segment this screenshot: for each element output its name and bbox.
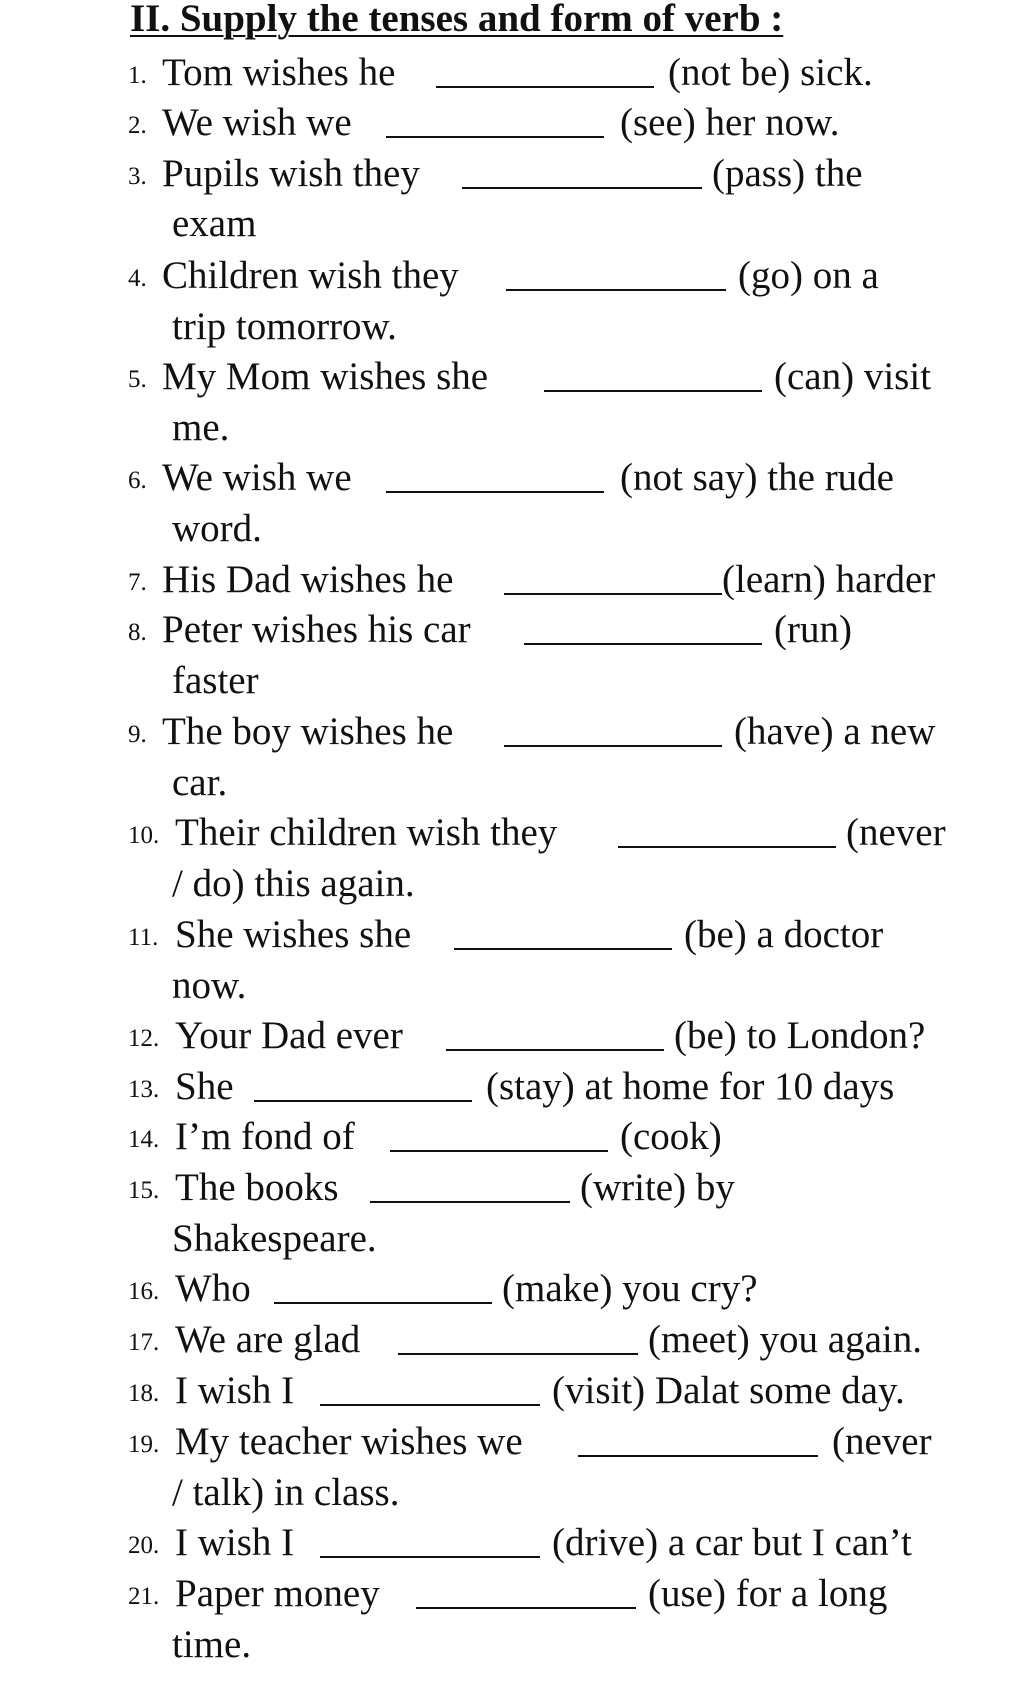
item-number: 13. (128, 1076, 160, 1103)
item-text-before: I’m fond of (175, 1115, 355, 1158)
item-text-before: Pupils wish they (162, 152, 420, 195)
item-number: 19. (128, 1431, 160, 1458)
item-verb-hint: (cook) (620, 1115, 722, 1158)
exercise-item (0, 1163, 1024, 1213)
exercise-item (0, 98, 1024, 148)
item-text-before: His Dad wishes he (162, 558, 454, 601)
item-text-continuation: / do) this again. (172, 862, 415, 905)
answer-blank[interactable] (386, 491, 604, 493)
item-verb-hint: (not say) the rude (620, 456, 894, 499)
exercise-item (0, 1569, 1024, 1619)
exercise-item (0, 1417, 1024, 1467)
answer-blank[interactable] (320, 1404, 540, 1406)
exercise-item (0, 1518, 1024, 1568)
answer-blank[interactable] (436, 86, 654, 88)
answer-blank[interactable] (618, 846, 836, 848)
item-text-continuation: Shakespeare. (172, 1217, 377, 1260)
item-verb-hint: (use) for a long (648, 1572, 888, 1615)
answer-blank[interactable] (504, 745, 722, 747)
answer-blank[interactable] (370, 1201, 570, 1203)
item-number: 11. (128, 924, 159, 951)
exercise-item (0, 453, 1024, 503)
item-verb-hint: (visit) Dalat some day. (552, 1369, 905, 1412)
item-text-before: She wishes she (175, 913, 412, 956)
item-number: 15. (128, 1177, 160, 1204)
item-number: 1. (128, 62, 147, 89)
item-text-before: We wish we (162, 456, 352, 499)
item-verb-hint: (be) a doctor (684, 913, 884, 956)
answer-blank[interactable] (254, 1100, 472, 1102)
item-text-before: My teacher wishes we (175, 1420, 523, 1463)
item-number: 8. (128, 619, 147, 646)
exercise-item (0, 1062, 1024, 1112)
item-continuation-line (0, 1468, 1024, 1518)
exercise-item (0, 910, 1024, 960)
exercise-item (0, 1315, 1024, 1365)
exercise-item (0, 1366, 1024, 1416)
item-text-before: We wish we (162, 101, 352, 144)
exercise-item (0, 1264, 1024, 1314)
item-continuation-line (0, 403, 1024, 453)
item-verb-hint: (go) on a (738, 254, 879, 297)
item-number: 21. (128, 1583, 160, 1610)
item-number: 3. (128, 163, 147, 190)
item-verb-hint: (never (846, 811, 946, 854)
item-text-before: Paper money (175, 1572, 380, 1615)
item-text-before: We are glad (175, 1318, 361, 1361)
item-verb-hint: (make) you cry? (502, 1267, 758, 1310)
item-number: 16. (128, 1278, 160, 1305)
item-number: 4. (128, 265, 147, 292)
item-verb-hint: (have) a new (734, 710, 936, 753)
item-text-before: My Mom wishes she (162, 355, 489, 398)
item-verb-hint: (be) to London? (674, 1014, 926, 1057)
item-number: 18. (128, 1380, 160, 1407)
exercise-item (0, 707, 1024, 757)
item-verb-hint: (run) (774, 608, 852, 651)
answer-blank[interactable] (446, 1049, 664, 1051)
item-verb-hint: (meet) you again. (648, 1318, 922, 1361)
item-text-continuation: me. (172, 406, 230, 449)
answer-blank[interactable] (454, 948, 672, 950)
item-text-continuation: car. (172, 761, 228, 804)
item-continuation-line (0, 961, 1024, 1011)
item-number: 14. (128, 1126, 160, 1153)
exercise-item (0, 1112, 1024, 1162)
answer-blank[interactable] (398, 1353, 638, 1355)
item-continuation-line (0, 199, 1024, 249)
item-number: 9. (128, 721, 147, 748)
item-text-before: I wish I (175, 1369, 295, 1412)
worksheet-title: II. Supply the tenses and form of verb : (130, 0, 784, 40)
item-text-before: Children wish they (162, 254, 459, 297)
item-verb-hint: (see) her now. (620, 101, 840, 144)
item-text-continuation: / talk) in class. (172, 1471, 400, 1514)
answer-blank[interactable] (506, 289, 726, 291)
answer-blank[interactable] (462, 187, 702, 189)
item-text-before: Tom wishes he (162, 51, 396, 94)
item-verb-hint: (stay) at home for 10 days (486, 1065, 895, 1108)
item-text-continuation: exam (172, 202, 257, 245)
item-text-before: The boy wishes he (162, 710, 454, 753)
item-verb-hint: (never (832, 1420, 932, 1463)
answer-blank[interactable] (578, 1455, 818, 1457)
item-continuation-line (0, 1620, 1024, 1670)
item-continuation-line (0, 758, 1024, 808)
answer-blank[interactable] (320, 1556, 540, 1558)
exercise-item (0, 149, 1024, 199)
item-continuation-line (0, 859, 1024, 909)
exercise-item (0, 808, 1024, 858)
exercise-item (0, 1011, 1024, 1061)
item-continuation-line (0, 656, 1024, 706)
item-text-before: Peter wishes his car (162, 608, 471, 651)
item-continuation-line (0, 302, 1024, 352)
item-verb-hint: (can) visit (774, 355, 932, 398)
item-verb-hint: (drive) a car but I can’t (552, 1521, 912, 1564)
answer-blank[interactable] (524, 643, 762, 645)
item-continuation-line (0, 504, 1024, 554)
item-number: 17. (128, 1329, 160, 1356)
answer-blank[interactable] (416, 1607, 636, 1609)
item-text-before: Your Dad ever (175, 1014, 403, 1057)
answer-blank[interactable] (544, 390, 762, 392)
exercise-item (0, 251, 1024, 301)
item-number: 5. (128, 366, 147, 393)
item-verb-hint: (pass) the (712, 152, 863, 195)
answer-blank[interactable] (504, 593, 722, 595)
item-text-continuation: trip tomorrow. (172, 305, 397, 348)
item-text-continuation: faster (172, 659, 259, 702)
item-verb-hint: (write) by (580, 1166, 735, 1209)
exercise-item (0, 48, 1024, 98)
item-text-before: I wish I (175, 1521, 295, 1564)
exercise-item (0, 605, 1024, 655)
exercise-item (0, 555, 1024, 605)
answer-blank[interactable] (390, 1150, 608, 1152)
item-text-continuation: now. (172, 964, 247, 1007)
item-verb-hint: (not be) sick. (668, 51, 873, 94)
item-number: 12. (128, 1025, 160, 1052)
item-verb-hint: (learn) harder (722, 558, 936, 601)
item-text-before: She (175, 1065, 234, 1108)
item-number: 20. (128, 1532, 160, 1559)
answer-blank[interactable] (274, 1302, 492, 1304)
item-text-before: The books (175, 1166, 339, 1209)
item-text-before: Who (175, 1267, 251, 1310)
answer-blank[interactable] (386, 136, 604, 138)
item-number: 6. (128, 467, 147, 494)
item-text-continuation: time. (172, 1623, 252, 1666)
item-text-continuation: word. (172, 507, 262, 550)
item-number: 7. (128, 569, 147, 596)
item-number: 10. (128, 822, 160, 849)
item-text-before: Their children wish they (175, 811, 558, 854)
item-continuation-line (0, 1214, 1024, 1264)
exercise-item (0, 352, 1024, 402)
item-number: 2. (128, 112, 147, 139)
